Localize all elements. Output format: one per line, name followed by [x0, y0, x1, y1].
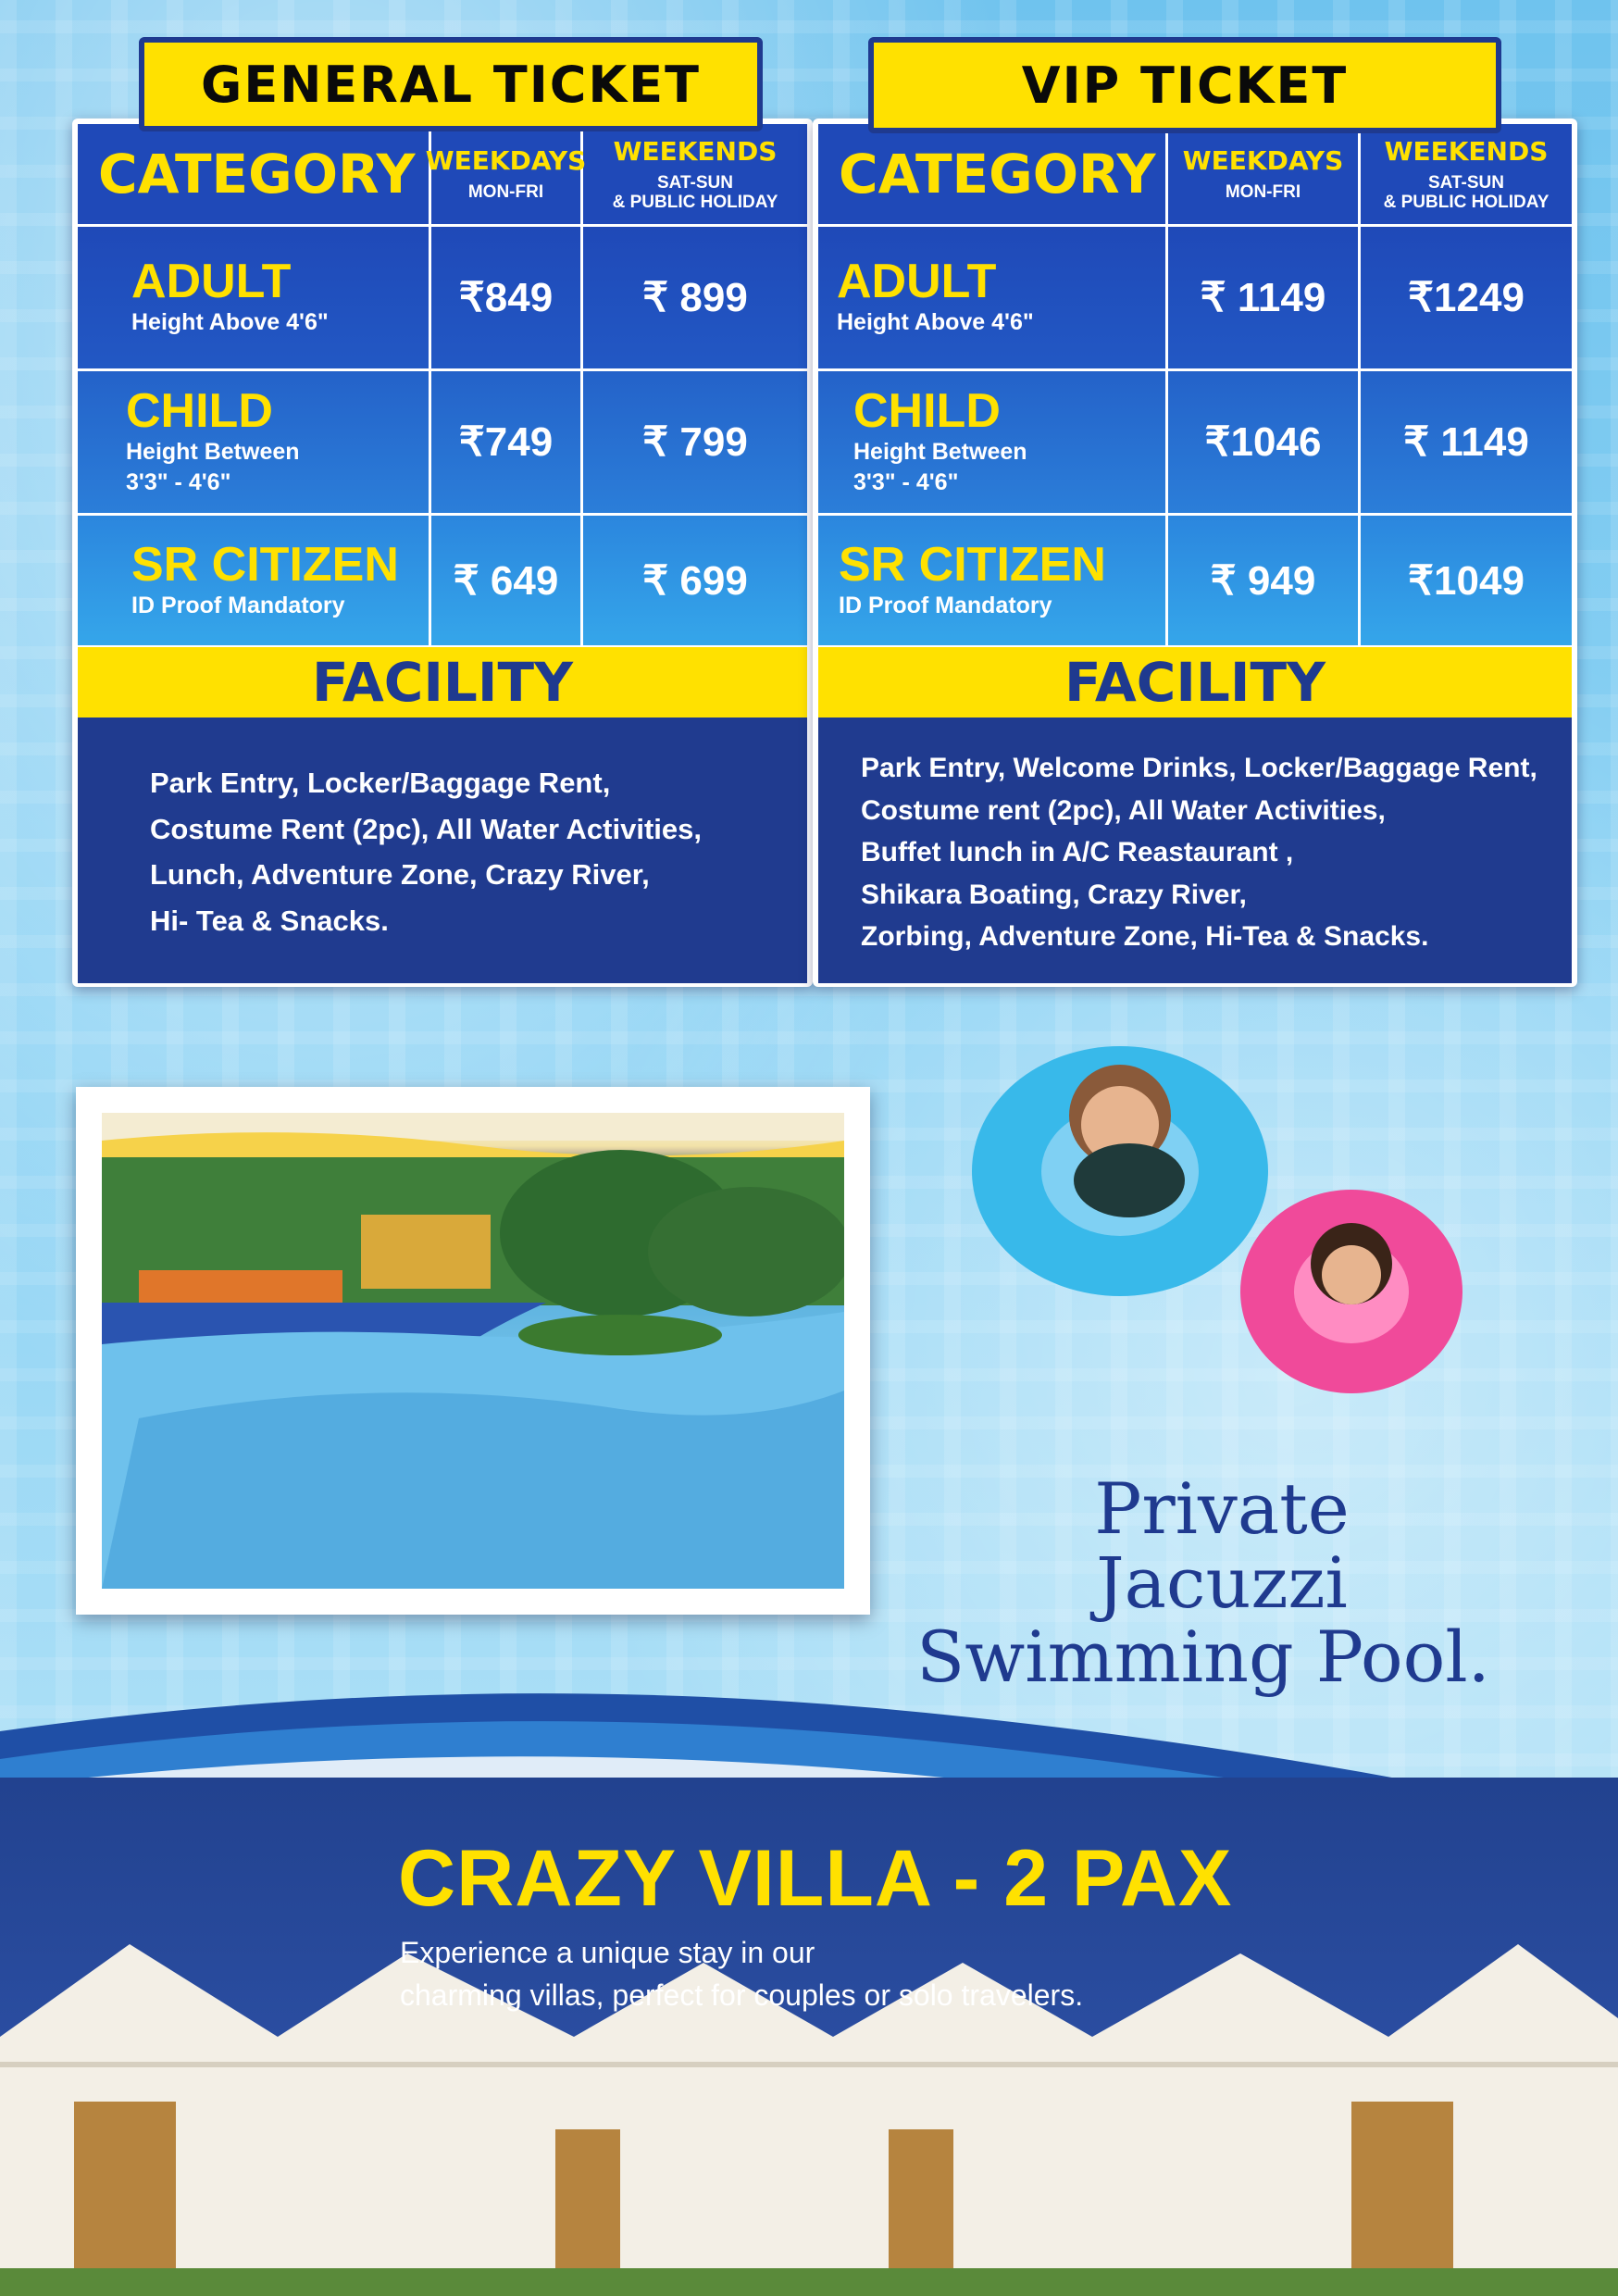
- villa-desc-line: Experience a unique stay in our: [400, 1936, 815, 1969]
- category-cell: [78, 227, 431, 368]
- pool-scene-graphic: [102, 1113, 844, 1589]
- category-name: ADULT: [837, 255, 997, 309]
- weekends-sub-days: SAT-SUN: [657, 172, 733, 193]
- villa-title: CRAZY VILLA - 2 PAX: [398, 1834, 1233, 1923]
- weekend-price: ₹ 899: [642, 275, 748, 320]
- headline-jacuzzi: Jacuzzi: [1096, 1541, 1348, 1624]
- weekend-price: ₹ 699: [642, 557, 748, 604]
- weekdays-title: WEEKDAYS: [425, 145, 587, 177]
- category-cell: [78, 371, 431, 513]
- weekdays-sub: MON-FRI: [1225, 182, 1301, 203]
- facility-line: Buffet lunch in A/C Reastaurant ,: [861, 837, 1294, 868]
- weekday-price: ₹1046: [1168, 371, 1361, 513]
- table-header-row: [818, 124, 1572, 224]
- facility-line: Zorbing, Adventure Zone, Hi-Tea & Snacks.: [861, 921, 1429, 953]
- facility-line: Costume Rent (2pc), All Water Activities,: [150, 812, 702, 845]
- weekdays-sub: MON-FRI: [467, 182, 544, 203]
- facility-title: FACILITY: [78, 647, 807, 718]
- category-name: CHILD: [853, 384, 1001, 438]
- category-cell: [78, 516, 431, 645]
- category-note: ID Proof Mandatory: [131, 592, 345, 618]
- facility-list: [78, 718, 807, 983]
- category-header: CATEGORY: [78, 124, 431, 224]
- category-note: Height Between: [853, 439, 1027, 465]
- weekend-price: ₹ 799: [642, 419, 748, 465]
- weekdays-header: [425, 124, 587, 224]
- general-ticket-card: [72, 119, 813, 987]
- table-row: [818, 516, 1572, 645]
- weekends-title: WEEKENDS: [613, 135, 778, 167]
- vip-ticket-tag: VIP TICKET: [868, 37, 1501, 133]
- category-note: Height Between: [126, 439, 300, 465]
- table-row: [78, 371, 807, 513]
- villa-description: [400, 1931, 1233, 2017]
- weekdays-header: [1168, 124, 1361, 224]
- weekends-sub-days: SAT-SUN: [1428, 172, 1504, 193]
- table-row: [78, 227, 807, 368]
- facility-line: Costume rent (2pc), All Water Activities,: [861, 794, 1386, 826]
- category-header: CATEGORY: [818, 124, 1168, 224]
- category-cell: [818, 516, 1168, 645]
- category-name: CHILD: [126, 384, 273, 438]
- weekends-title: WEEKENDS: [1384, 135, 1549, 167]
- weekday-price: ₹849: [431, 227, 583, 368]
- general-ticket-tag: GENERAL TICKET: [139, 37, 763, 131]
- weekends-sub-holiday: & PUBLIC HOLIDAY: [612, 192, 778, 212]
- weekend-price: ₹ 1149: [1403, 419, 1529, 465]
- weekends-header: [1361, 124, 1572, 224]
- weekday-price: ₹749: [431, 371, 583, 513]
- kids-floats-graphic: [944, 1032, 1537, 1421]
- facility-line: Lunch, Adventure Zone, Crazy River,: [150, 858, 650, 892]
- category-name: SR CITIZEN: [131, 537, 399, 592]
- facility-line: Hi- Tea & Snacks.: [150, 904, 389, 937]
- weekdays-title: WEEKDAYS: [1182, 145, 1344, 177]
- category-note: ID Proof Mandatory: [839, 592, 1052, 618]
- weekends-sub-holiday: & PUBLIC HOLIDAY: [1383, 192, 1550, 212]
- weekends-header: [583, 124, 807, 224]
- table-row: [818, 371, 1572, 513]
- pool-headline: [861, 1467, 1546, 1698]
- facility-line: Park Entry, Welcome Drinks, Locker/Baggage Rent,: [861, 753, 1537, 783]
- weekday-price: ₹ 949: [1168, 516, 1361, 645]
- table-row: [78, 516, 807, 645]
- category-name: ADULT: [131, 255, 292, 309]
- weekday-price: ₹ 649: [431, 516, 583, 645]
- category-note: Height Above 4'6": [837, 309, 1034, 336]
- weekend-price: ₹1049: [1408, 557, 1525, 604]
- facility-title: FACILITY: [818, 647, 1572, 718]
- weekday-price: ₹ 1149: [1168, 227, 1361, 368]
- category-name: SR CITIZEN: [839, 537, 1106, 592]
- pool-photo-frame: [76, 1087, 870, 1615]
- headline-private: Private: [1094, 1467, 1350, 1550]
- villa-desc-line: charming villas, perfect for couples or solo travelers.: [400, 1978, 1084, 2013]
- facility-line: Park Entry, Locker/Baggage Rent,: [150, 767, 611, 799]
- category-cell: [818, 227, 1168, 368]
- vip-ticket-card: [813, 119, 1577, 987]
- facility-line: Shikara Boating, Crazy River,: [861, 879, 1247, 910]
- table-header-row: [78, 124, 807, 224]
- weekends-sub: [1384, 174, 1550, 213]
- category-note-range: 3'3" - 4'6": [853, 468, 959, 495]
- weekend-price: ₹1249: [1408, 275, 1525, 320]
- pool-photo: [102, 1113, 844, 1589]
- category-note: Height Above 4'6": [131, 309, 329, 336]
- facility-list: [818, 718, 1572, 983]
- headline-swimming-pool: Swimming Pool.: [916, 1615, 1490, 1698]
- category-note-range: 3'3" - 4'6": [126, 468, 231, 495]
- weekends-sub: [613, 174, 778, 213]
- table-row: [818, 227, 1572, 368]
- category-cell: [818, 371, 1168, 513]
